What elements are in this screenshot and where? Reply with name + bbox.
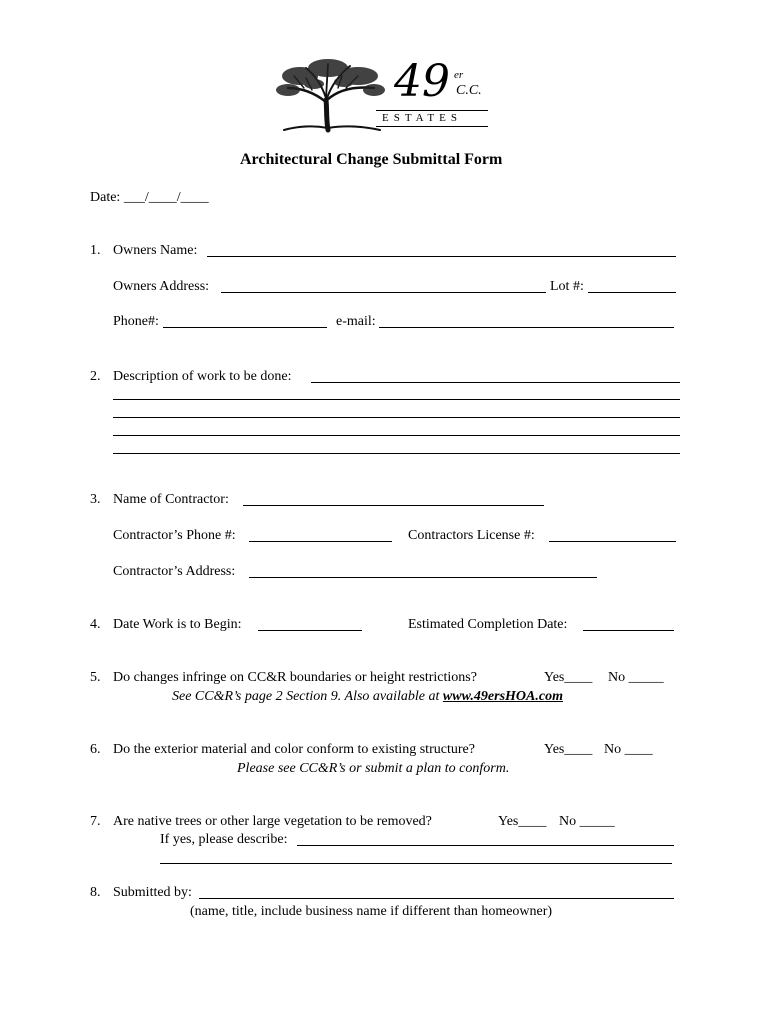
contractor-name-label: Name of Contractor: <box>113 492 229 507</box>
phone-field[interactable] <box>163 327 327 328</box>
ccr-note <box>172 689 563 705</box>
item-number-1: 1. <box>90 243 101 258</box>
logo-rule-top <box>376 110 488 111</box>
item-number-6: 6. <box>90 742 101 757</box>
ccr-yes-option[interactable]: Yes____ <box>544 670 593 685</box>
contractor-phone-label: Contractor’s Phone #: <box>113 528 236 543</box>
date-field[interactable]: Date: ___/____/____ <box>90 190 209 205</box>
contractor-license-field[interactable] <box>549 541 676 542</box>
trees-describe-field-line-1[interactable] <box>297 845 674 846</box>
completion-date-field[interactable] <box>583 630 674 631</box>
completion-date-label: Estimated Completion Date: <box>408 617 568 632</box>
materials-question: Do the exterior material and color conform to existing structure? <box>113 742 475 757</box>
contractor-address-label: Contractor’s Address: <box>113 564 236 579</box>
form-title: Architectural Change Submittal Form <box>240 151 503 168</box>
description-field-line-1[interactable] <box>311 382 680 383</box>
item-number-5: 5. <box>90 670 101 685</box>
lot-label: Lot #: <box>550 279 584 294</box>
lot-field[interactable] <box>588 292 676 293</box>
item-number-8: 8. <box>90 885 101 900</box>
description-field-line-3[interactable] <box>113 417 680 418</box>
logo-suffix: C.C. <box>456 83 482 98</box>
submitted-by-note: (name, title, include business name if different than homeowner) <box>190 904 553 919</box>
trees-question: Are native trees or other large vegetation to be removed? <box>113 814 432 829</box>
email-field[interactable] <box>379 327 674 328</box>
owners-address-label: Owners Address: <box>113 279 210 294</box>
trees-describe-label: If yes, please describe: <box>160 832 288 847</box>
owners-name-field[interactable] <box>207 256 676 257</box>
logo-rule-bottom <box>376 126 488 127</box>
trees-describe-field-line-2[interactable] <box>160 863 672 864</box>
description-field-line-2[interactable] <box>113 399 680 400</box>
logo <box>276 58 496 134</box>
begin-date-label: Date Work is to Begin: <box>113 617 242 632</box>
materials-yes-option[interactable]: Yes____ <box>544 742 593 757</box>
logo-word: ESTATES <box>382 112 462 124</box>
phone-label: Phone#: <box>113 314 159 329</box>
owners-address-field[interactable] <box>221 292 546 293</box>
item-number-3: 3. <box>90 492 101 507</box>
logo-number: 49 <box>394 56 450 107</box>
hoa-website-link[interactable]: www.49ersHOA.com <box>442 689 563 704</box>
tree-icon <box>276 58 386 134</box>
description-label: Description of work to be done: <box>113 369 292 384</box>
trees-yes-option[interactable]: Yes____ <box>498 814 547 829</box>
item-number-4: 4. <box>90 617 101 632</box>
submitted-by-label: Submitted by: <box>113 885 192 900</box>
contractor-name-field[interactable] <box>243 505 544 506</box>
logo-superscript: er <box>454 69 464 81</box>
contractor-address-field[interactable] <box>249 577 597 578</box>
ccr-note-text: See CC&R’s page 2 Section 9. Also available at <box>172 689 443 704</box>
ccr-no-option[interactable]: No _____ <box>608 670 664 685</box>
ccr-question: Do changes infringe on CC&R boundaries or height restrictions? <box>113 670 477 685</box>
contractor-license-label: Contractors License #: <box>408 528 535 543</box>
materials-note: Please see CC&R’s or submit a plan to conform. <box>237 761 510 776</box>
materials-no-option[interactable]: No ____ <box>604 742 653 757</box>
email-label: e-mail: <box>336 314 376 329</box>
owners-name-label: Owners Name: <box>113 243 198 258</box>
contractor-phone-field[interactable] <box>249 541 392 542</box>
item-number-7: 7. <box>90 814 101 829</box>
begin-date-field[interactable] <box>258 630 362 631</box>
item-number-2: 2. <box>90 369 101 384</box>
description-field-line-4[interactable] <box>113 435 680 436</box>
trees-no-option[interactable]: No _____ <box>559 814 615 829</box>
submitted-by-field[interactable] <box>199 898 674 899</box>
description-field-line-5[interactable] <box>113 453 680 454</box>
